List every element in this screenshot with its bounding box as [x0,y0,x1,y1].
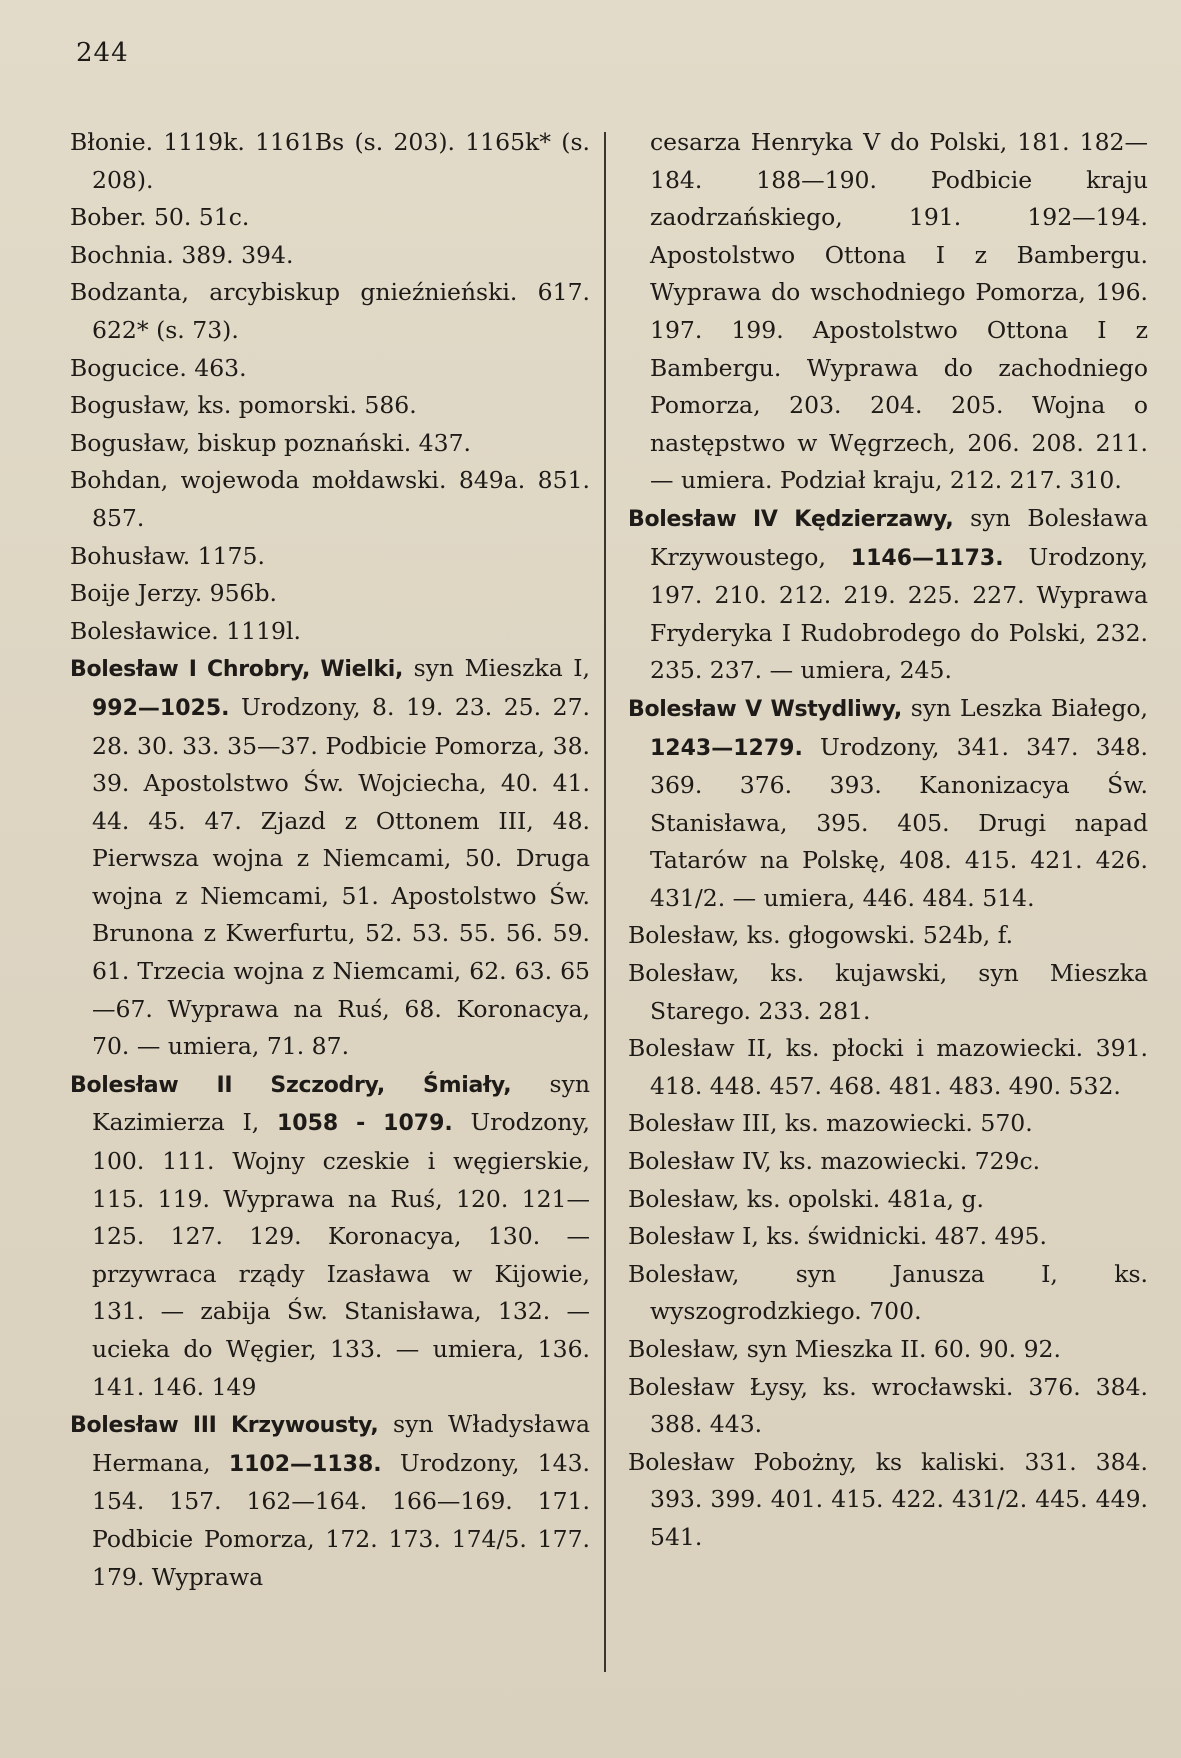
index-entry [628,955,1148,1030]
entry-description: syn Mieszka I, [403,654,590,683]
entry-text: Boije Jerzy. 956b. [70,579,278,608]
index-entry [70,462,590,537]
entry-text: Bolesław, ks. opolski. 481a, g. [628,1184,984,1213]
entry-headword: Bolesław I Chrobry, Wielki, [70,657,404,683]
entry-reign-years: 1058 - 1079. [276,1111,453,1137]
entry-text: Bolesław III, ks. mazowiecki. 570. [628,1109,1033,1138]
entry-text: cesarza Henryka V do Polski, 181. 182—184. 188—190. Podbicie kraju zaodrzańskiego, 191. 192—194. Apostolstwo Ottona I z Bambergu. Wyprawa do wschodniego Pomorza, 196. 197. 199. Apostolstwo Ottona I z Bambergu. Wyprawa do zachodniego Pomorza, 203. 204. 205. Wojna o następstwo w Węgrzech, 206. 208. 211. — umiera. Podział kraju, 212. 217. 310. [650,128,1148,495]
entry-text: Urodzony, 143. 154. 157. 162—164. 166—169. 171. Podbicie Pomorza, 172. 173. 174/5. 177. 179. Wyprawa [92,1448,590,1591]
index-entry [628,690,1148,918]
index-entry [70,387,590,425]
entry-text: Bolesław, syn Mieszka II. 60. 90. 92. [628,1335,1061,1363]
left-column [70,124,590,1596]
entry-text: Bolesław, ks. kujawski, syn Mieszka Starego. 233. 281. [628,959,1148,1025]
index-entry [628,1369,1148,1444]
entry-text: Bogucice. 463. [70,353,247,382]
entry-text: Bolesław, ks. głogowski. 524b, f. [628,921,1014,950]
page-number: 244 [76,38,129,68]
right-column [628,124,1148,1557]
index-entry [628,1030,1148,1105]
column-divider [604,132,606,1672]
entry-text: Bolesław Łysy, ks. wrocławski. 376. 384. 388. 443. [628,1372,1148,1439]
entry-text: Bohdan, wojewoda mołdawski. 849a. 851. 857. [70,466,590,532]
index-entry [70,575,590,613]
index-entry [628,1181,1148,1219]
entry-text: Urodzony, 100. 111. Wojny czeskie i węgierskie, 115. 119. Wyprawa na Ruś, 120. 121—125. 127. 129. Koronacya, 130. — przywraca rządy Izasława w Kijowie, 131. — zabija Św. Stanisława, 132. — ucieka do Węgier, 133. — umiera, 136. 141. 146. 149 [92,1108,590,1401]
index-entry [628,124,1148,500]
index-entry [70,237,590,275]
entry-text: Bolesław I, ks. świdnicki. 487. 495. [628,1222,1047,1251]
entry-reign-years: 1102—1138. [228,1451,382,1477]
index-entry [70,1406,590,1596]
index-entry [70,199,590,237]
index-entry [628,500,1148,690]
entry-description: syn Leszka Białego, [901,693,1148,722]
entry-text: Urodzony, 8. 19. 23. 25. 27. 28. 30. 33. 35—37. Podbicie Pomorza, 38. 39. Apostolstwo Św. Wojciecha, 40. 41. 44. 45. 47. Zjazd z Ottonem III, 48. Pierwsza wojna z Niemcami, 50. Druga wojna z Niemcami, 51. Apostolstwo Św. Brunona z Kwerfurtu, 52. 53. 55. 56. 59. 61. Trzecia wojna z Niemcami, 62. 63. 65—67. Wyprawa na Ruś, 68. Koronacya, 70. — umiera, 71. 87. [92,692,590,1061]
index-entry [628,917,1148,955]
index-entry [628,1218,1148,1256]
index-entry [628,1105,1148,1143]
index-entry [70,274,590,349]
entry-reign-years: 1243—1279. [650,735,803,761]
index-entry [70,538,590,576]
entry-text: Bober. 50. 51c. [70,203,250,232]
entry-text: Bolesław IV, ks. mazowiecki. 729c. [628,1147,1041,1176]
index-entry [70,350,590,388]
entry-description: syn Kazimierza I, [92,1069,590,1137]
entry-text: Bolesław, syn Janusza I, ks. wyszogrodzkiego. 700. [628,1259,1148,1326]
index-entry [628,1256,1148,1331]
index-entry [70,650,590,1066]
entry-text: Bohusław. 1175. [70,541,265,570]
entry-description: syn Władysława Hermana, [92,1410,590,1477]
index-entry [70,425,590,463]
entry-headword: Bolesław IV Kędzierzawy, [628,506,954,532]
entry-text: Błonie. 1119k. 1161Bs (s. 203). 1165k* (s. 208). [70,128,590,194]
entry-headword: Bolesław III Krzywousty, [70,1413,379,1439]
index-entry [70,1066,590,1406]
entry-text: Bolesław II, ks. płocki i mazowiecki. 391. 418. 448. 457. 468. 481. 483. 490. 532. [628,1034,1148,1100]
entry-text: Urodzony, 197. 210. 212. 219. 225. 227. Wyprawa Fryderyka I Rudobrodego do Polski, 232. 235. 237. — umiera, 245. [650,542,1148,685]
entry-text: Urodzony, 341. 347. 348. 369. 376. 393. Kanonizacya Św. Stanisława, 395. 405. Drugi napad Tatarów na Polskę, 408. 415. 421. 426. 431/2. — umiera, 446. 484. 514. [650,732,1148,912]
entry-text: Bodzanta, arcybiskup gnieźnieński. 617. 622* (s. 73). [70,278,590,344]
index-entry [70,124,590,199]
entry-text: Bogusław, ks. pomorski. 586. [70,391,417,420]
entry-text: Bolesław Pobożny, ks kaliski. 331. 384. 393. 399. 401. 415. 422. 431/2. 445. 449. 541. [628,1447,1148,1551]
entry-text: Bochnia. 389. 394. [70,240,294,269]
index-entry [70,613,590,651]
entry-headword: Bolesław V Wstydliwy, [628,696,902,722]
entry-text: Bogusław, biskup poznański. 437. [70,428,471,457]
index-entry [628,1444,1148,1557]
index-entry [628,1143,1148,1181]
entry-description: syn Bolesława Krzywoustego, [650,503,1148,571]
entry-reign-years: 992—1025. [92,695,230,721]
index-entry [628,1331,1148,1369]
entry-headword: Bolesław II Szczodry, Śmiały, [70,1072,512,1098]
entry-text: Bolesławice. 1119l. [70,616,301,645]
entry-reign-years: 1146—1173. [850,545,1004,571]
